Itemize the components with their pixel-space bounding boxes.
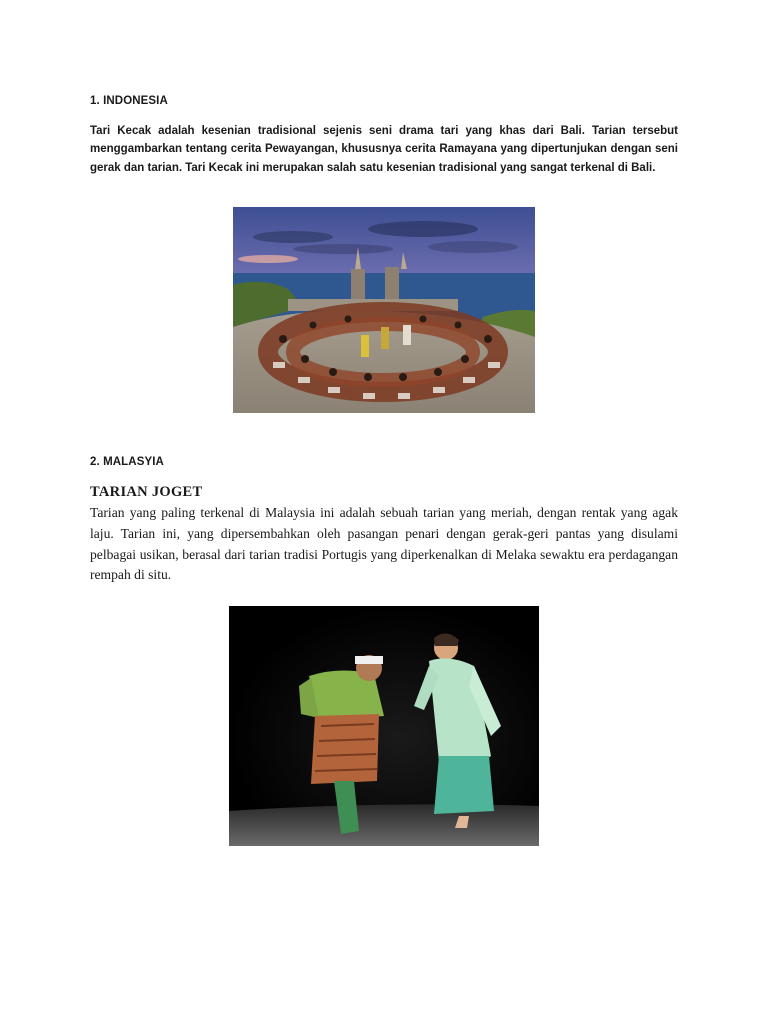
joget-dance-photo [229, 606, 539, 846]
paragraph-tari-kecak: Tari Kecak adalah kesenian tradisional sejenis seni drama tari yang khas dari Bali. Tarian tersebut menggambarkan tentang cerita Pewayangan, khususnya cerita Ramayana yang dipertunjukan dengan seni gerak dan tarian. Tari Kecak ini merupakan salah satu kesenian tradisional yang sangat terkenal di Bali. [90, 125, 678, 174]
kecak-dance-photo [233, 207, 535, 413]
subtitle-tarian-joget: TARIAN JOGET [90, 484, 203, 500]
heading-indonesia: 1. INDONESIA [90, 95, 168, 107]
paragraph-tarian-joget: Tarian yang paling terkenal di Malaysia ini adalah sebuah tarian yang meriah, dengan rentak yang agak laju. Tarian ini, yang dipersembahkan oleh pasangan penari dengan gerak-geri pantas yang disulami pelbagai usikan, berasal dari tarian tradisi Portugis yang diperkenalkan di Melaka sewaktu era perdagangan rempah di situ. [90, 505, 678, 583]
heading-malasyia: 2. MALASYIA [90, 456, 164, 468]
